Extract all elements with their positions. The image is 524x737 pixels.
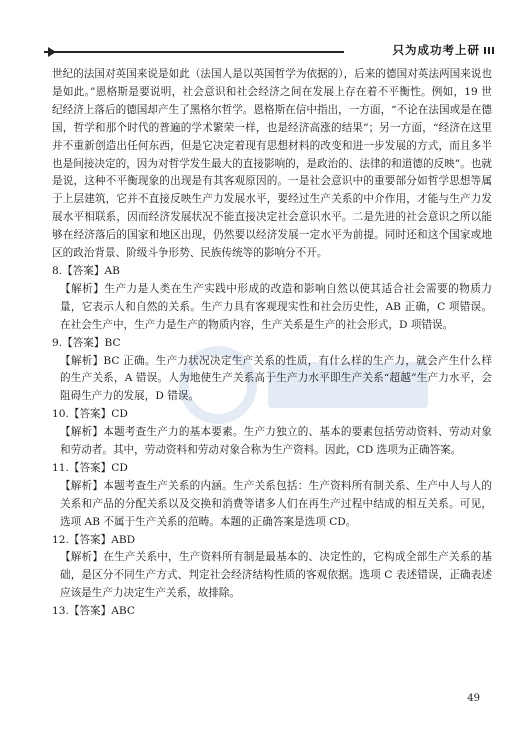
page-header bbox=[44, 42, 494, 58]
answer-head: 13.【答案】ABC bbox=[52, 605, 135, 618]
answer-item bbox=[52, 603, 492, 621]
answer-item bbox=[52, 335, 492, 407]
page-number: 49 bbox=[467, 693, 480, 704]
triangle-icon bbox=[48, 47, 56, 57]
analysis-text: 【解析】本题考查生产关系的内涵。生产关系包括：生产资料所有制关系、生产中人与人的关系和产品的分配关系以及交换和消费等诸多人们在再生产过程中结成的相互关系。可见，选项 AB 不属于生产关系的范畴。本题的正确答案是选项 CD。 bbox=[60, 479, 492, 528]
answer-head: 10.【答案】CD bbox=[52, 408, 128, 421]
answer-item bbox=[52, 532, 492, 604]
analysis-text: 【解析】在生产关系中，生产资料所有制是最基本的、决定性的，它构成全部生产关系的基础，是区分不同生产方式、判定社会经济结构性质的客观依据。选项 C 表述错误，正确表述应该是生产力决定生产关系，故排除。 bbox=[60, 551, 492, 600]
header-title: 只为成功考上研 bbox=[392, 43, 480, 57]
analysis-text: 【解析】本题考查生产力的基本要素。生产力独立的、基本的要素包括劳动资料、劳动对象和劳动者。其中，劳动资料和劳动对象合称为生产资料。因此，CD 选项为正确答案。 bbox=[60, 426, 492, 457]
header-rule bbox=[44, 51, 344, 53]
answer-content bbox=[52, 66, 492, 621]
analysis-text: 【解析】BC 正确。生产力状况决定生产关系的性质，有什么样的生产力，就会产生什么样的生产关系，A 错误。人为地使生产关系高于生产力水平即生产关系“超越”生产力水平，会阻碍生产力的发展，D 错误。 bbox=[60, 354, 492, 403]
answer-item bbox=[52, 460, 492, 532]
answer-head: 11.【答案】CD bbox=[52, 461, 128, 474]
analysis-text: 【解析】生产力是人类在生产实践中形成的改造和影响自然以使其适合社会需要的物质力量，它表示人和自然的关系。生产力具有客观现实性和社会历史性，AB 正确，C 项错误。在社会生产中，生产力是生产的物质内容，生产关系是生产的社会形式，D 项错误。 bbox=[60, 282, 492, 331]
header-dots-icon bbox=[484, 47, 494, 54]
answer-item bbox=[52, 406, 492, 460]
answer-item bbox=[52, 263, 492, 335]
answer-head: 9.【答案】BC bbox=[52, 336, 121, 349]
intro-paragraph: 世纪的法国对英国来说是如此（法国人是以英国哲学为依据的），后来的德国对英法两国来说也是如此。”恩格斯是要说明，社会意识和社会经济之间在发展上存在着不平衡性。例如，19 世纪经济上落后的德国却产生了黑格尔哲学。恩格斯在信中指出，一方面，“不论在法国或是在德国，哲学和那个时代的普遍的学术繁荣一样，也是经济高涨的结果”；另一方面，“经济在这里并不重新创造出任何东西，但是它决定着现有思想材料的改变和进一步发展的方式，而且多半也是间接决定的，因为对哲学发生最大的直接影响的，是政治的、法律的和道德的反映”。也就是说，这种不平衡现象的出现是有其客观原因的。一是社会意识中的重要部分如哲学思想等属于上层建筑，它并不直接反映生产力发展水平，要经过生产关系的中介作用，才能与生产力发展水平相联系，因而经济发展状况不能直接决定社会意识水平。二是先进的社会意识之所以能够在经济落后的国家和地区出现，仍然要以经济发展一定水平为前提。同时还和这个国家或地区的政治背景、阶级斗争形势、民族传统等的影响分不开。 bbox=[52, 68, 492, 260]
answer-head: 12.【答案】ABD bbox=[52, 533, 136, 546]
answer-head: 8.【答案】AB bbox=[52, 264, 120, 277]
